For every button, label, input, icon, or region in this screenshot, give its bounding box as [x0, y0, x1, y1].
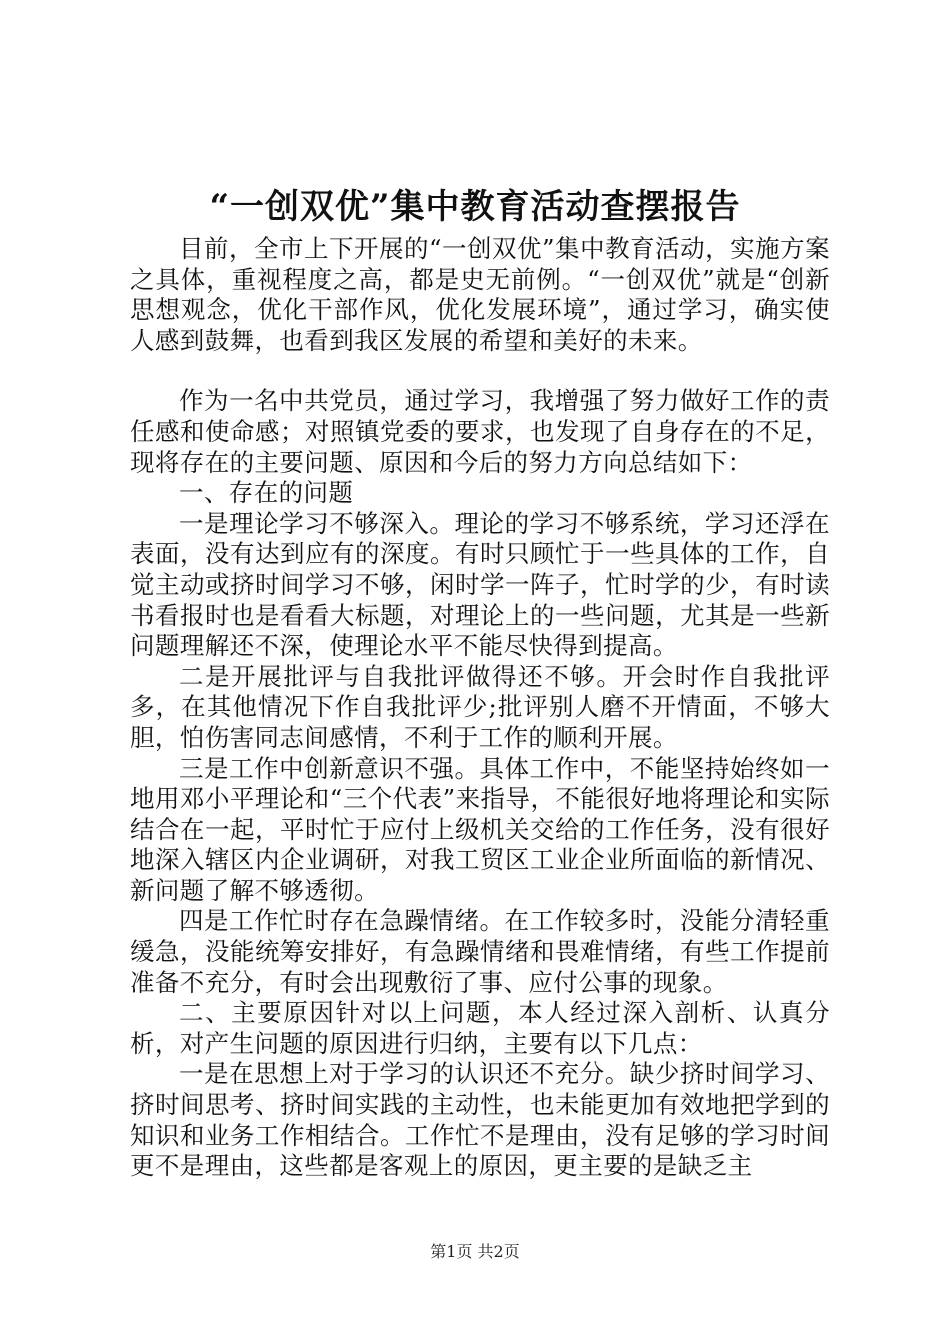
paragraph-problem-1: 一是理论学习不够深入。理论的学习不够系统，学习还浮在表面，没有达到应有的深度。有时只顾忙于一些具体的工作，自觉主动或挤时间学习不够，闲时学一阵子，忙时学的少，有时读书看报时也是看看大标题，对理论上的一些问题，尤其是一些新问题理解还不深，使理论水平不能尽快得到提高。 [130, 508, 830, 661]
document-title: “一创双优”集中教育活动查摆报告 [209, 187, 741, 227]
section-heading-causes: 二、主要原因针对以上问题，本人经过深入剖析、认真分析，对产生问题的原因进行归纳，主要有以下几点： [130, 998, 830, 1058]
paragraph-problem-2: 二是开展批评与自我批评做得还不够。开会时作自我批评多，在其他情况下作自我批评少;批评别人磨不开情面，不够大胆，怕伤害同志间感情，不利于工作的顺利开展。 [130, 661, 830, 752]
page-footer: 第1页 共2页 [430, 1242, 520, 1261]
paragraph-problem-4: 四是工作忙时存在急躁情绪。在工作较多时，没能分清轻重缓急，没能统筹安排好，有急躁情绪和畏难情绪，有些工作提前准备不充分，有时会出现敷衍了事、应付公事的现象。 [130, 906, 830, 997]
paragraph-cause-1: 一是在思想上对于学习的认识还不充分。缺少挤时间学习、挤时间思考、挤时间实践的主动性，也未能更加有效地把学到的知识和业务工作相结合。工作忙不是理由，没有足够的学习时间更不是理由，这些都是客观上的原因，更主要的是缺乏主 [130, 1059, 830, 1181]
paragraph-problem-3: 三是工作中创新意识不强。具体工作中，不能坚持始终如一地用邓小平理论和“三个代表”来指导，不能很好地将理论和实际结合在一起，平时忙于应付上级机关交给的工作任务，没有很好地深入辖区内企业调研，对我工贸区工业企业所面临的新情况、新问题了解不够透彻。 [130, 753, 830, 905]
document-body [130, 234, 830, 1182]
paragraph-responsibility: 作为一名中共党员，通过学习，我增强了努力做好工作的责任感和使命感；对照镇党委的要求，也发现了自身存在的不足，现将存在的主要问题、原因和今后的努力方向总结如下： [130, 386, 830, 477]
paragraph-intro: 目前，全市上下开展的“一创双优”集中教育活动，实施方案之具体，重视程度之高，都是史无前例。“一创双优”就是“创新思想观念，优化干部作风，优化发展环境”，通过学习，确实使人感到鼓舞，也看到我区发展的希望和美好的未来。 [130, 234, 830, 355]
section-heading-problems: 一、存在的问题 [179, 478, 354, 508]
